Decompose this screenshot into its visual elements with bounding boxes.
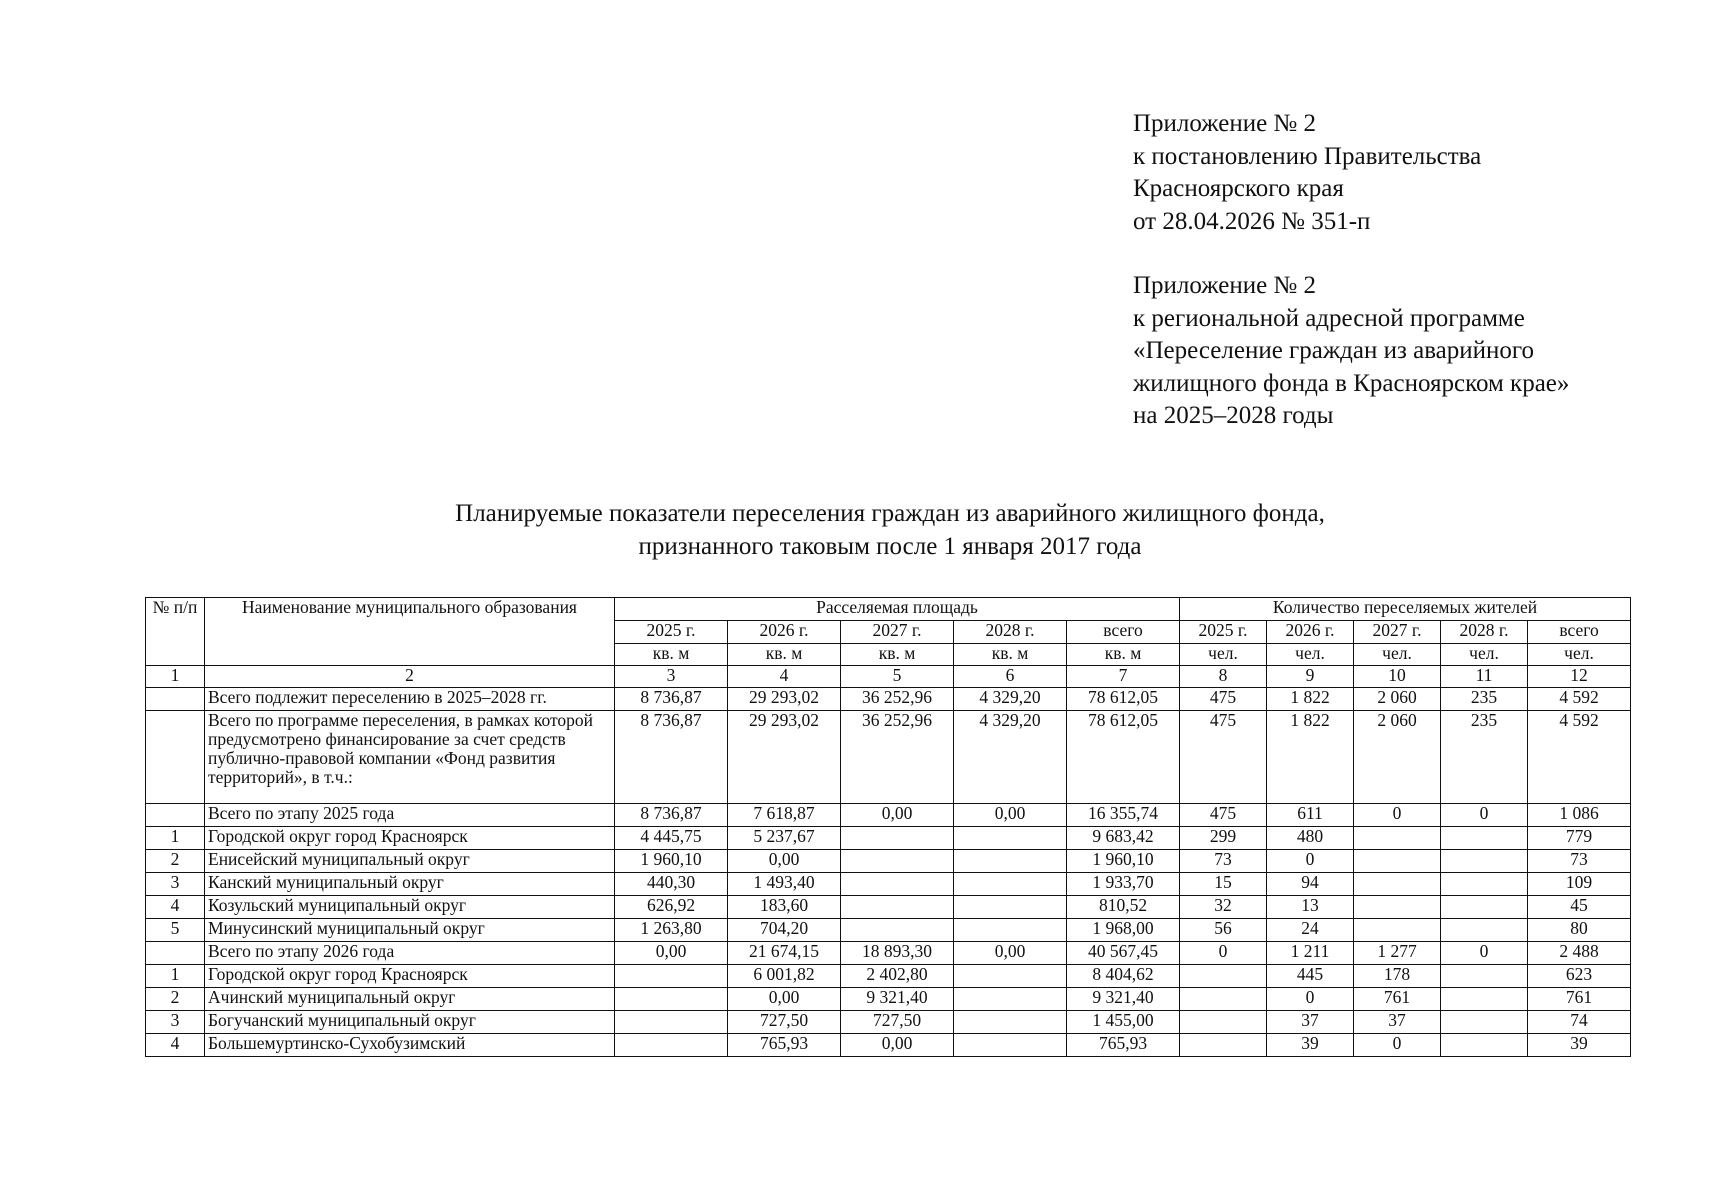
residents-value-cell: 0 xyxy=(1354,804,1441,827)
residents-value-cell: 73 xyxy=(1180,850,1267,873)
residents-value-cell xyxy=(1441,919,1528,942)
residents-value-cell: 2 060 xyxy=(1354,688,1441,711)
header-municipality-name: Наименование муниципального образования xyxy=(205,598,615,666)
residents-value-cell: 480 xyxy=(1267,827,1354,850)
area-value-cell: 36 252,96 xyxy=(841,711,954,804)
residents-value-cell: 37 xyxy=(1267,1011,1354,1034)
residents-value-cell: 2 060 xyxy=(1354,711,1441,804)
header-year: 2025 г. xyxy=(615,621,728,644)
column-number: 8 xyxy=(1180,666,1267,688)
column-number: 3 xyxy=(615,666,728,688)
program-appendix-line: жилищного фонда в Красноярском крае» xyxy=(1133,369,1570,397)
residents-value-cell: 0 xyxy=(1441,942,1528,965)
header-unit: чел. xyxy=(1267,644,1354,666)
column-number: 9 xyxy=(1267,666,1354,688)
program-appendix-line: «Переселение граждан из аварийного xyxy=(1133,337,1535,364)
residents-value-cell xyxy=(1354,873,1441,896)
area-value-cell: 2 402,80 xyxy=(841,965,954,988)
area-value-cell: 29 293,02 xyxy=(728,711,841,804)
residents-value-cell: 32 xyxy=(1180,896,1267,919)
residents-value-cell: 73 xyxy=(1528,850,1631,873)
area-value-cell: 0,00 xyxy=(615,942,728,965)
area-value-cell: 810,52 xyxy=(1067,896,1180,919)
area-value-cell xyxy=(841,873,954,896)
row-number: 3 xyxy=(146,1011,205,1034)
municipality-name: Минусинский муниципальный округ xyxy=(205,919,615,942)
area-value-cell: 0,00 xyxy=(728,850,841,873)
residents-value-cell xyxy=(1441,873,1528,896)
residents-value-cell: 0 xyxy=(1267,850,1354,873)
residents-value-cell: 24 xyxy=(1267,919,1354,942)
header-num: № п/п xyxy=(146,598,205,666)
area-value-cell: 8 736,87 xyxy=(615,711,728,804)
program-appendix-line: Приложение № 2 xyxy=(1133,272,1317,299)
area-value-cell xyxy=(841,919,954,942)
header-unit: чел. xyxy=(1180,644,1267,666)
table-row xyxy=(146,919,1631,942)
table-row xyxy=(146,988,1631,1011)
residents-value-cell: 761 xyxy=(1354,988,1441,1011)
residents-value-cell: 475 xyxy=(1180,804,1267,827)
appendix-line: Красноярского края xyxy=(1133,175,1344,202)
header-year: 2027 г. xyxy=(841,621,954,644)
header-year: 2028 г. xyxy=(954,621,1067,644)
residents-value-cell: 37 xyxy=(1354,1011,1441,1034)
column-number: 7 xyxy=(1067,666,1180,688)
municipality-name: Богучанский муниципальный округ xyxy=(205,1011,615,1034)
residents-value-cell: 13 xyxy=(1267,896,1354,919)
row-number: 4 xyxy=(146,896,205,919)
residents-value-cell: 39 xyxy=(1528,1034,1631,1057)
residents-value-cell xyxy=(1441,896,1528,919)
appendix-line: Приложение № 2 xyxy=(1133,110,1317,137)
government-decree-appendix-note xyxy=(1133,108,1693,238)
area-value-cell: 765,93 xyxy=(1067,1034,1180,1057)
area-value-cell xyxy=(954,873,1067,896)
area-value-cell: 440,30 xyxy=(615,873,728,896)
municipality-name: Енисейский муниципальный округ xyxy=(205,850,615,873)
municipality-name: Городской округ город Красноярск xyxy=(205,827,615,850)
area-value-cell: 40 567,45 xyxy=(1067,942,1180,965)
row-number: 3 xyxy=(146,873,205,896)
residents-value-cell: 779 xyxy=(1528,827,1631,850)
table-body xyxy=(146,688,1631,1057)
area-value-cell: 626,92 xyxy=(615,896,728,919)
header-unit: чел. xyxy=(1441,644,1528,666)
appendix-line: к постановлению Правительства xyxy=(1133,142,1482,170)
program-appendix-line: к региональной адресной программе xyxy=(1133,304,1525,332)
residents-value-cell: 56 xyxy=(1180,919,1267,942)
residents-value-cell: 94 xyxy=(1267,873,1354,896)
table-row xyxy=(146,965,1631,988)
area-value-cell: 4 445,75 xyxy=(615,827,728,850)
area-value-cell: 5 237,67 xyxy=(728,827,841,850)
area-value-cell: 78 612,05 xyxy=(1067,711,1180,804)
area-value-cell: 4 329,20 xyxy=(954,711,1067,804)
row-number: 1 xyxy=(146,827,205,850)
residents-value-cell: 1 277 xyxy=(1354,942,1441,965)
residents-value-cell: 235 xyxy=(1441,711,1528,804)
column-number: 4 xyxy=(728,666,841,688)
residents-value-cell: 80 xyxy=(1528,919,1631,942)
residents-value-cell: 0 xyxy=(1441,804,1528,827)
area-value-cell: 9 321,40 xyxy=(841,988,954,1011)
header-column-numbers-row xyxy=(146,666,1631,688)
area-value-cell xyxy=(841,827,954,850)
residents-value-cell: 623 xyxy=(1528,965,1631,988)
header-unit: кв. м xyxy=(728,644,841,666)
area-value-cell: 765,93 xyxy=(728,1034,841,1057)
area-value-cell: 0,00 xyxy=(841,1034,954,1057)
residents-value-cell xyxy=(1441,965,1528,988)
column-number: 1 xyxy=(146,666,205,688)
area-value-cell xyxy=(841,850,954,873)
table-header xyxy=(146,598,1631,688)
header-year: 2026 г. xyxy=(728,621,841,644)
area-value-cell: 727,50 xyxy=(841,1011,954,1034)
area-value-cell xyxy=(954,1034,1067,1057)
municipality-name: Всего по программе переселения, в рамках которой предусмотрено финансирование за счет средств публично-правовой компании «Фонд развития территорий», в т.ч.: xyxy=(205,711,615,804)
header-unit: чел. xyxy=(1354,644,1441,666)
header-year: всего xyxy=(1067,621,1180,644)
area-value-cell xyxy=(841,896,954,919)
row-number: 2 xyxy=(146,988,205,1011)
area-value-cell: 4 329,20 xyxy=(954,688,1067,711)
area-value-cell: 36 252,96 xyxy=(841,688,954,711)
residents-value-cell xyxy=(1441,827,1528,850)
header-year: 2025 г. xyxy=(1180,621,1267,644)
column-number: 5 xyxy=(841,666,954,688)
area-value-cell: 0,00 xyxy=(954,942,1067,965)
header-year: 2028 г. xyxy=(1441,621,1528,644)
area-value-cell xyxy=(954,919,1067,942)
title-line-2: признанного таковым после 1 января 2017 года xyxy=(638,533,1142,560)
area-value-cell: 9 321,40 xyxy=(1067,988,1180,1011)
row-number xyxy=(146,804,205,827)
area-value-cell: 1 960,10 xyxy=(1067,850,1180,873)
column-number: 2 xyxy=(205,666,615,688)
municipality-name: Всего по этапу 2025 года xyxy=(205,804,615,827)
area-value-cell: 1 455,00 xyxy=(1067,1011,1180,1034)
area-value-cell: 1 263,80 xyxy=(615,919,728,942)
municipality-name: Козульский муниципальный округ xyxy=(205,896,615,919)
municipality-name: Всего подлежит переселению в 2025–2028 гг. xyxy=(205,688,615,711)
residents-value-cell xyxy=(1441,850,1528,873)
row-number: 1 xyxy=(146,965,205,988)
appendix-line: от 28.04.2026 № 351-п xyxy=(1133,207,1371,235)
residents-value-cell xyxy=(1354,827,1441,850)
residents-value-cell: 178 xyxy=(1354,965,1441,988)
area-value-cell: 18 893,30 xyxy=(841,942,954,965)
area-value-cell: 704,20 xyxy=(728,919,841,942)
residents-value-cell: 761 xyxy=(1528,988,1631,1011)
residents-value-cell: 1 822 xyxy=(1267,688,1354,711)
area-value-cell xyxy=(615,988,728,1011)
residents-value-cell: 0 xyxy=(1180,942,1267,965)
area-value-cell: 183,60 xyxy=(728,896,841,919)
residents-value-cell: 1 822 xyxy=(1267,711,1354,804)
residents-value-cell: 4 592 xyxy=(1528,688,1631,711)
area-value-cell xyxy=(954,1011,1067,1034)
area-value-cell: 78 612,05 xyxy=(1067,688,1180,711)
column-number: 6 xyxy=(954,666,1067,688)
table-row xyxy=(146,688,1631,711)
residents-value-cell: 1 086 xyxy=(1528,804,1631,827)
row-number xyxy=(146,942,205,965)
residents-value-cell xyxy=(1441,1011,1528,1034)
municipality-name: Ачинский муниципальный округ xyxy=(205,988,615,1011)
residents-value-cell: 15 xyxy=(1180,873,1267,896)
area-value-cell xyxy=(615,965,728,988)
residents-value-cell: 475 xyxy=(1180,688,1267,711)
residents-value-cell: 109 xyxy=(1528,873,1631,896)
municipality-name: Городской округ город Красноярск xyxy=(205,965,615,988)
residents-value-cell xyxy=(1354,850,1441,873)
table-row xyxy=(146,942,1631,965)
municipality-name: Всего по этапу 2026 года xyxy=(205,942,615,965)
table-row xyxy=(146,804,1631,827)
header-year: всего xyxy=(1528,621,1631,644)
table-row xyxy=(146,850,1631,873)
header-unit: кв. м xyxy=(841,644,954,666)
residents-value-cell: 0 xyxy=(1354,1034,1441,1057)
header-year: 2026 г. xyxy=(1267,621,1354,644)
area-value-cell: 7 618,87 xyxy=(728,804,841,827)
residents-value-cell: 45 xyxy=(1528,896,1631,919)
area-value-cell xyxy=(615,1011,728,1034)
title-line-1: Планируемые показатели переселения граждан из аварийного жилищного фонда, xyxy=(455,500,1325,527)
header-unit: кв. м xyxy=(615,644,728,666)
area-value-cell xyxy=(954,988,1067,1011)
area-value-cell: 1 493,40 xyxy=(728,873,841,896)
area-value-cell: 8 736,87 xyxy=(615,688,728,711)
area-value-cell: 0,00 xyxy=(954,804,1067,827)
program-appendix-line: на 2025–2028 годы xyxy=(1133,402,1334,429)
table-row xyxy=(146,711,1631,804)
area-value-cell: 0,00 xyxy=(841,804,954,827)
residents-value-cell xyxy=(1180,988,1267,1011)
table-row xyxy=(146,896,1631,919)
residents-value-cell xyxy=(1354,919,1441,942)
row-number xyxy=(146,711,205,804)
resettlement-indicators-table xyxy=(145,597,1631,1057)
area-value-cell: 727,50 xyxy=(728,1011,841,1034)
area-value-cell: 9 683,42 xyxy=(1067,827,1180,850)
area-value-cell: 16 355,74 xyxy=(1067,804,1180,827)
residents-value-cell: 445 xyxy=(1267,965,1354,988)
table-row xyxy=(146,1034,1631,1057)
residents-value-cell: 39 xyxy=(1267,1034,1354,1057)
area-value-cell xyxy=(615,1034,728,1057)
row-number xyxy=(146,688,205,711)
area-value-cell: 6 001,82 xyxy=(728,965,841,988)
area-value-cell xyxy=(954,827,1067,850)
header-unit: чел. xyxy=(1528,644,1631,666)
residents-value-cell: 2 488 xyxy=(1528,942,1631,965)
header-unit: кв. м xyxy=(954,644,1067,666)
residents-value-cell xyxy=(1180,1011,1267,1034)
header-area-group: Расселяемая площадь xyxy=(615,598,1180,621)
column-number: 12 xyxy=(1528,666,1631,688)
column-number: 10 xyxy=(1354,666,1441,688)
program-appendix-note xyxy=(1133,270,1693,433)
document-title xyxy=(0,497,1718,563)
area-value-cell: 21 674,15 xyxy=(728,942,841,965)
residents-value-cell: 299 xyxy=(1180,827,1267,850)
table-row xyxy=(146,1011,1631,1034)
residents-value-cell: 1 211 xyxy=(1267,942,1354,965)
residents-value-cell: 235 xyxy=(1441,688,1528,711)
area-value-cell: 29 293,02 xyxy=(728,688,841,711)
area-value-cell: 8 736,87 xyxy=(615,804,728,827)
area-value-cell: 1 968,00 xyxy=(1067,919,1180,942)
area-value-cell xyxy=(954,850,1067,873)
residents-value-cell: 475 xyxy=(1180,711,1267,804)
area-value-cell: 1 933,70 xyxy=(1067,873,1180,896)
header-residents-group: Количество переселяемых жителей xyxy=(1180,598,1631,621)
municipality-name: Большемуртинско-Сухобузимский xyxy=(205,1034,615,1057)
area-value-cell: 1 960,10 xyxy=(615,850,728,873)
municipality-name: Канский муниципальный округ xyxy=(205,873,615,896)
residents-value-cell xyxy=(1180,1034,1267,1057)
residents-value-cell: 74 xyxy=(1528,1011,1631,1034)
residents-value-cell xyxy=(1441,988,1528,1011)
row-number: 5 xyxy=(146,919,205,942)
table-row xyxy=(146,873,1631,896)
row-number: 2 xyxy=(146,850,205,873)
header-unit: кв. м xyxy=(1067,644,1180,666)
header-year: 2027 г. xyxy=(1354,621,1441,644)
column-number: 11 xyxy=(1441,666,1528,688)
residents-value-cell xyxy=(1354,896,1441,919)
residents-value-cell xyxy=(1180,965,1267,988)
area-value-cell: 0,00 xyxy=(728,988,841,1011)
residents-value-cell xyxy=(1441,1034,1528,1057)
residents-value-cell: 0 xyxy=(1267,988,1354,1011)
table-row xyxy=(146,827,1631,850)
residents-value-cell: 611 xyxy=(1267,804,1354,827)
area-value-cell xyxy=(954,896,1067,919)
row-number: 4 xyxy=(146,1034,205,1057)
residents-value-cell: 4 592 xyxy=(1528,711,1631,804)
area-value-cell xyxy=(954,965,1067,988)
area-value-cell: 8 404,62 xyxy=(1067,965,1180,988)
